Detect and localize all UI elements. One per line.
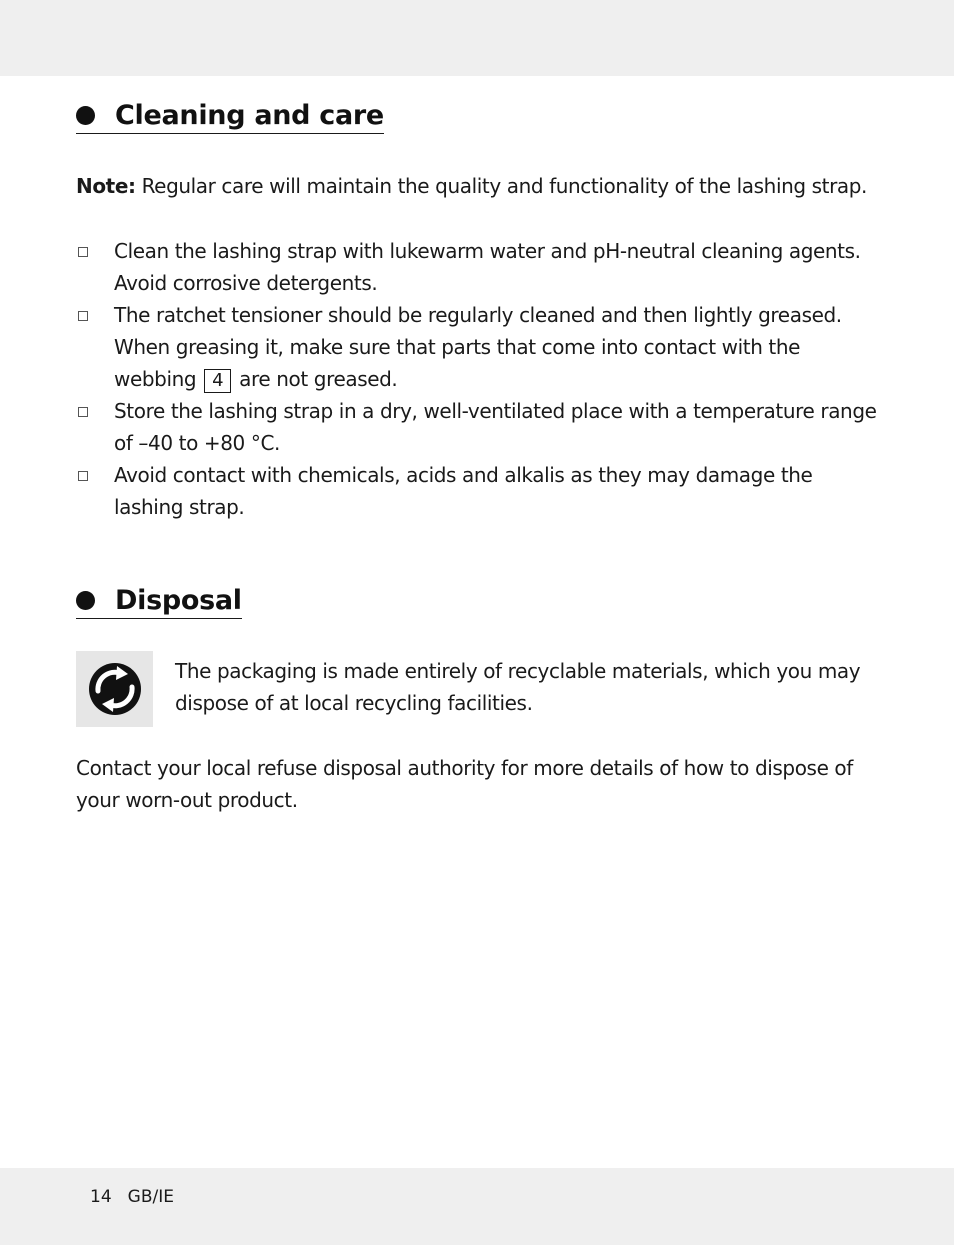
heading-bullet-icon	[76, 106, 95, 125]
care-instructions-list	[76, 235, 886, 523]
language-code: GB/IE	[127, 1187, 174, 1207]
checkbox-bullet-icon	[78, 311, 88, 321]
page-number: 14	[90, 1187, 112, 1207]
list-item-text: Store the lashing strap in a dry, well-ventilated place with a temperature range of –40 to +80 °C.	[114, 399, 877, 455]
list-item-text: are not greased.	[233, 367, 398, 391]
checkbox-bullet-icon	[78, 407, 88, 417]
part-reference-number: 4	[204, 369, 231, 393]
note-text: Regular care will maintain the quality and functionality of the lashing strap.	[135, 174, 868, 198]
contact-paragraph: Contact your local refuse disposal authority for more details of how to dispose of your worn-out product.	[76, 756, 853, 812]
checkbox-bullet-icon	[78, 247, 88, 257]
list-item-text: The ratchet tensioner should be regularly cleaned and then lightly greased. When greasing it, make sure that parts that come into contact with the webbing	[114, 303, 842, 391]
section-heading-disposal	[76, 585, 242, 619]
packaging-paragraph: The packaging is made entirely of recyclable materials, which you may dispose of at local recycling facilities.	[175, 659, 861, 715]
list-item	[76, 459, 886, 523]
recycling-green-dot-icon	[76, 651, 153, 727]
list-item-text: Avoid contact with chemicals, acids and alkalis as they may damage the lashing strap.	[114, 463, 813, 519]
list-item-text: Clean the lashing strap with lukewarm water and pH-neutral cleaning agents. Avoid corrosive detergents.	[114, 239, 861, 295]
heading-text: Cleaning and care	[115, 100, 384, 131]
list-item	[76, 299, 886, 395]
heading-bullet-icon	[76, 591, 95, 610]
checkbox-bullet-icon	[78, 471, 88, 481]
note-paragraph	[76, 170, 886, 202]
list-item	[76, 235, 886, 299]
list-item	[76, 395, 886, 459]
section-heading-cleaning	[76, 100, 384, 134]
footer	[90, 1187, 174, 1207]
heading-text: Disposal	[115, 585, 242, 616]
header-band	[0, 0, 954, 76]
note-label: Note:	[76, 174, 136, 198]
